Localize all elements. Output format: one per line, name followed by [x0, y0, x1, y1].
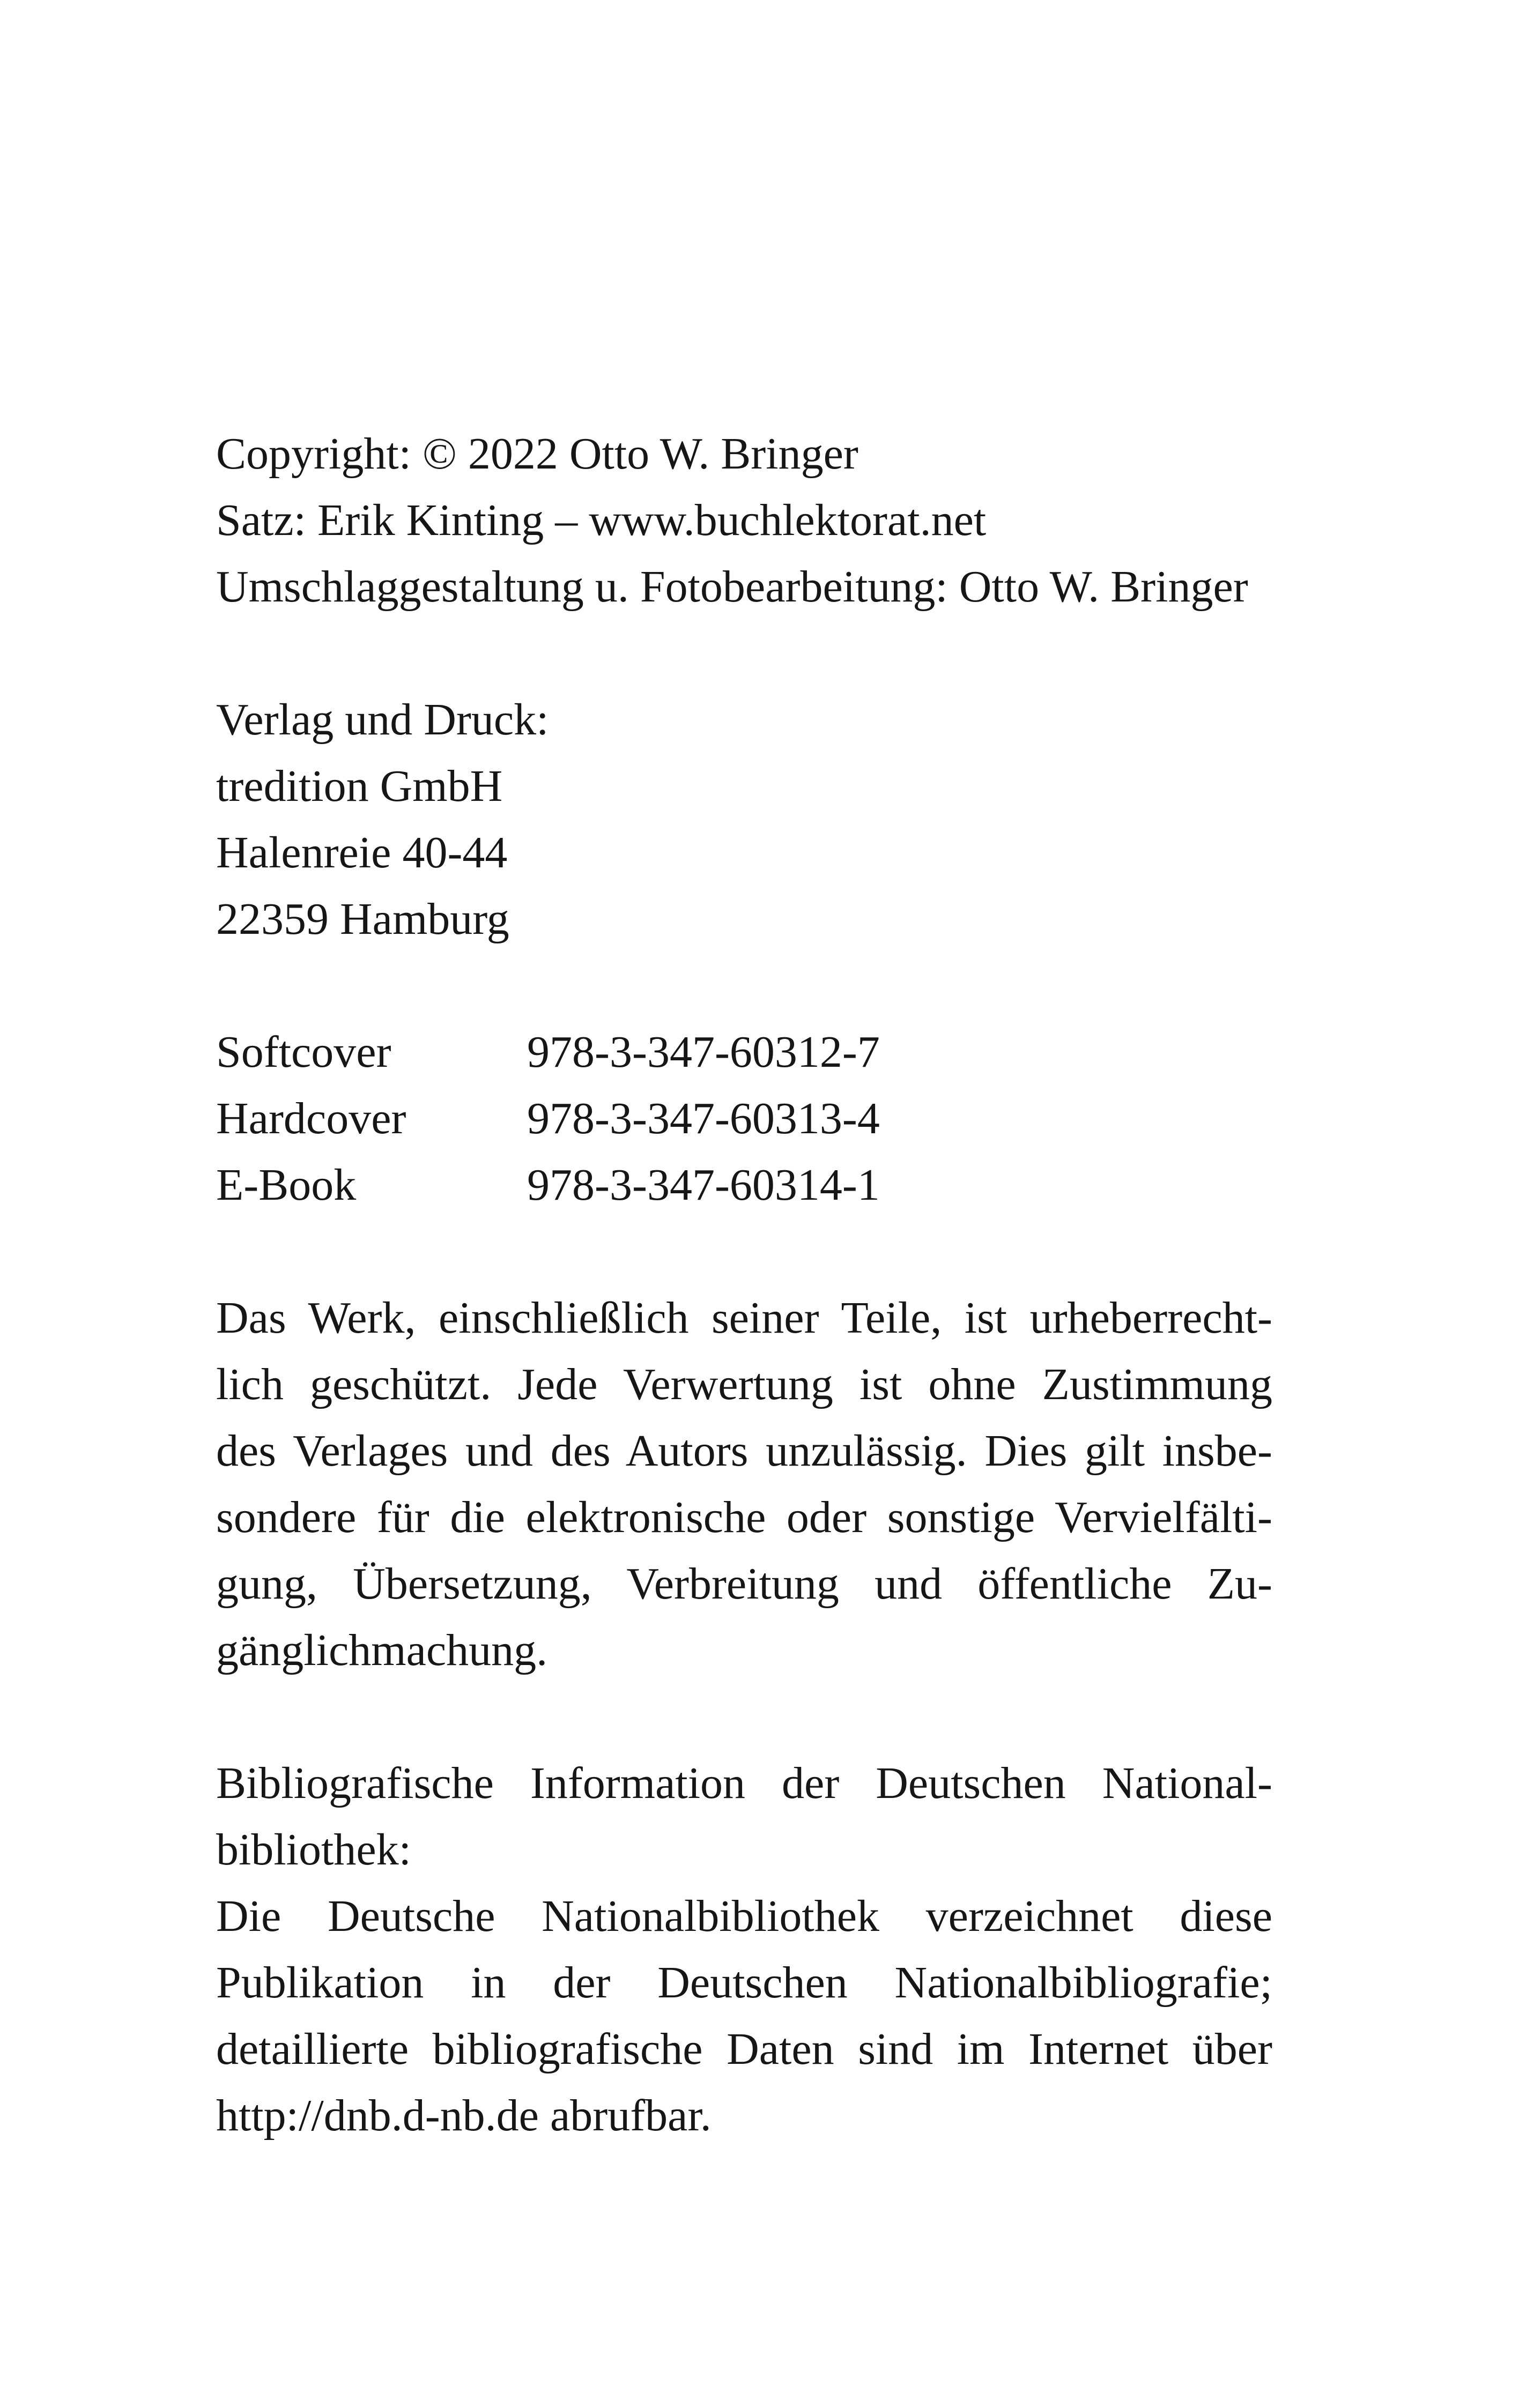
publisher-block	[216, 687, 1272, 953]
rights-notice-line: Das Werk, einschließlich seiner Teile, ist urheberrecht-	[216, 1293, 1272, 1343]
rights-notice-paragraph	[216, 1285, 1272, 1684]
isbn-number: 978-3-347-60312-7	[527, 1027, 880, 1077]
dnb-url-line: http://dnb.d-nb.de abrufbar.	[216, 2091, 712, 2141]
cover-design-line: Umschlaggestaltung u. Fotobearbeitung: Otto W. Bringer	[216, 562, 1248, 612]
spacer	[216, 620, 1272, 687]
isbn-table	[216, 1019, 1272, 1218]
rights-notice-line: sondere für die elektronische oder sonstige Vervielfälti-	[216, 1492, 1272, 1542]
imprint-page	[216, 421, 1272, 2149]
publisher-heading: Verlag und Druck:	[216, 695, 549, 745]
spacer	[216, 1218, 1272, 1285]
publisher-city: 22359 Hamburg	[216, 894, 509, 944]
isbn-format-label: Hardcover	[216, 1094, 406, 1143]
isbn-format-label: E-Book	[216, 1160, 357, 1210]
rights-notice-line: lich geschützt. Jede Verwertung ist ohne Zustimmung	[216, 1359, 1272, 1409]
credits-block	[216, 421, 1272, 620]
isbn-number: 978-3-347-60313-4	[527, 1094, 880, 1143]
bibliographic-heading-line: bibliothek:	[216, 1825, 411, 1875]
bibliographic-body-line: Die Deutsche Nationalbibliothek verzeichnet diese	[216, 1891, 1272, 1941]
bibliographic-body-line: detaillierte bibliografische Daten sind im Internet über	[216, 2024, 1272, 2074]
copyright-line: Copyright: © 2022 Otto W. Bringer	[216, 429, 858, 479]
bibliographic-heading-line: Bibliografische Information der Deutschen National-	[216, 1758, 1272, 1808]
isbn-number: 978-3-347-60314-1	[527, 1160, 880, 1210]
typesetting-line: Satz: Erik Kinting – www.buchlektorat.net	[216, 495, 987, 545]
bibliographic-info-paragraph	[216, 1750, 1272, 2149]
isbn-row-ebook	[216, 1152, 1272, 1218]
bibliographic-body-line: Publikation in der Deutschen Nationalbibliografie;	[216, 1958, 1272, 2008]
rights-notice-line: gung, Übersetzung, Verbreitung und öffentliche Zu-	[216, 1559, 1272, 1609]
isbn-row-hardcover	[216, 1086, 1272, 1152]
rights-notice-line: des Verlages und des Autors unzulässig. Dies gilt insbe-	[216, 1426, 1272, 1476]
spacer	[216, 1684, 1272, 1750]
isbn-row-softcover	[216, 1019, 1272, 1086]
publisher-name: tredition GmbH	[216, 761, 503, 811]
rights-notice-line: gänglichmachung.	[216, 1625, 548, 1675]
spacer	[216, 953, 1272, 1019]
publisher-street: Halenreie 40-44	[216, 828, 508, 878]
isbn-format-label: Softcover	[216, 1027, 391, 1077]
